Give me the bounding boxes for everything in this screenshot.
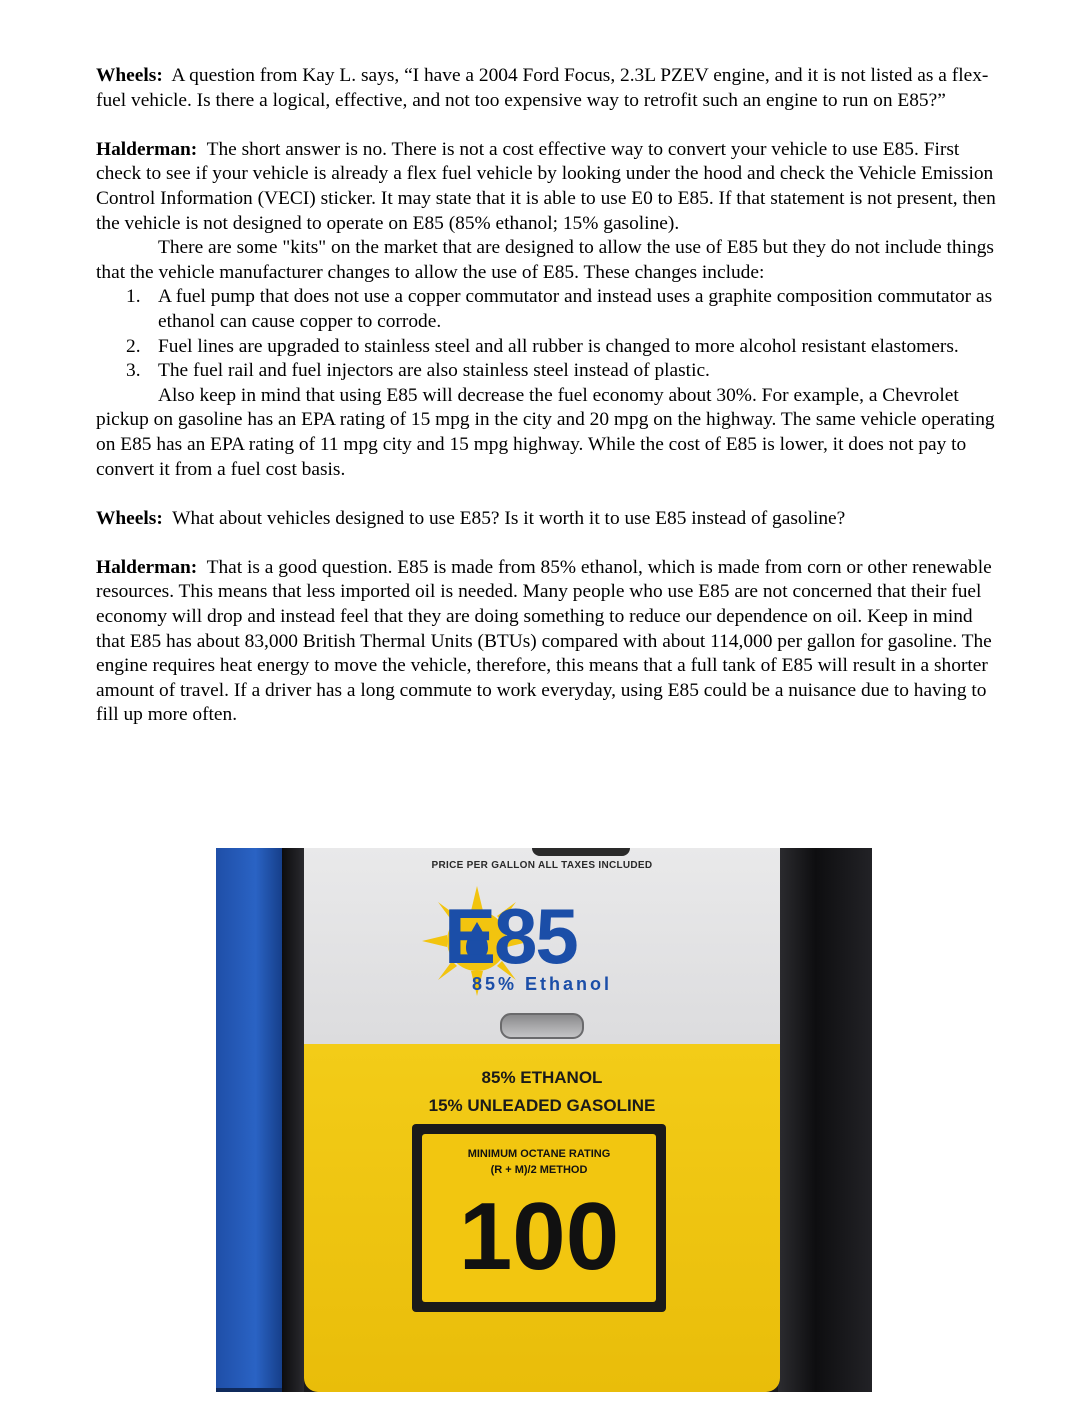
list-item-number: 2. [126,335,141,357]
list-item-text: The fuel rail and fuel injectors are also stainless steel instead of plastic. [158,360,710,382]
article-body [96,64,996,728]
speaker-label: Wheels: [96,507,163,529]
speaker-label: Halderman: [96,138,198,160]
list-item-text: Fuel lines are upgraded to stainless steel and all rubber is changed to more alcohol resistant elastomers. [158,335,959,357]
speaker-label: Halderman: [96,556,198,578]
octane-rating-inner [422,1134,656,1302]
pump-blue-panel [216,848,282,1392]
pump-label [304,848,780,1392]
e85-pump-photo [216,848,872,1392]
question-2 [96,507,996,532]
pump-bezel-right [778,848,872,1392]
octane-value: 100 [458,1183,620,1290]
label-top-slot [532,848,630,856]
economy-paragraph: Also keep in mind that using E85 will decrease the fuel economy about 30%. For example, a Chevrolet pickup on gasoline has an EPA rating of 15 mpg in the city and 20 mpg on the highway. The same vehicle operating on E85 has an EPA rating of 11 mpg city and 15 mpg highway. While the cost of E85 is lower, it does not pay to convert it from a fuel cost basis. [96,384,995,480]
list-item [96,285,996,334]
e85-logo-subtitle: 85% Ethanol [471,974,613,994]
speaker-label: Wheels: [96,65,163,86]
answer-text: The short answer is no. There is not a cost effective way to convert your vehicle to use E85. First check to see if your vehicle is already a flex fuel vehicle by looking under the hood and check the Vehicle Emission Control Information (VECI) sticker. It may state that it is able to use E0 to E85. If that statement is not present, then the vehicle is not designed to operate on E85 (85% ethanol; 15% gasoline). [96,138,996,234]
question-1 [96,64,996,113]
question-text: A question from Kay L. says, “I have a 2004 Ford Focus, 2.3L PZEV engine, and it is not listed as a flex-fuel vehicle. Is there a logical, effective, and not too expensive way to retrofit such an engine to run on E85?” [96,65,989,111]
answer-2 [96,556,996,728]
answer-1 [96,138,996,236]
list-item [96,335,996,360]
label-gasoline-line: 15% UNLEADED GASOLINE [428,1096,656,1115]
list-item [96,359,996,384]
octane-method: (R + M)/2 METHOD [490,1164,588,1176]
pump-bezel-left [282,848,304,1392]
pump-panel-edge [216,1388,282,1392]
e85-logo: E85 [444,892,577,980]
kits-paragraph: There are some "kits" on the market that are designed to allow the use of E85 but they do not include things that the vehicle manufacturer changes to allow the use of E85. These changes include: [96,237,994,283]
answer-text: That is a good question. E85 is made from 85% ethanol, which is made from corn or other renewable resources. This means that less imported oil is needed. Many people who use E85 are not concerned that their fuel economy will drop and instead feel that they are doing something to reduce our dependence on oil. Keep in mind that E85 has about 83,000 British Thermal Units (BTUs) compared with about 114,000 per gallon for gasoline. The engine requires heat energy to move the vehicle, therefore, this means that a full tank of E85 will result in a shorter amount of travel. If a driver has a long commute to work everyday, using E85 could be a nuisance due to having to fill up more often. [96,556,992,726]
list-item-number: 1. [126,286,141,308]
list-item-number: 3. [126,360,141,382]
list-item-text: A fuel pump that does not use a copper commutator and instead uses a graphite composition commutator as ethanol can cause copper to corrode. [158,286,993,332]
changes-list [96,285,996,383]
label-window [500,1013,584,1039]
price-per-gallon-text: PRICE PER GALLON ALL TAXES INCLUDED [431,860,653,871]
octane-rating-box [412,1124,666,1312]
question-text: What about vehicles designed to use E85? Is it worth it to use E85 instead of gasoline? [172,507,846,529]
label-ethanol-line: 85% ETHANOL [481,1068,603,1087]
octane-heading: MINIMUM OCTANE RATING [467,1148,611,1160]
